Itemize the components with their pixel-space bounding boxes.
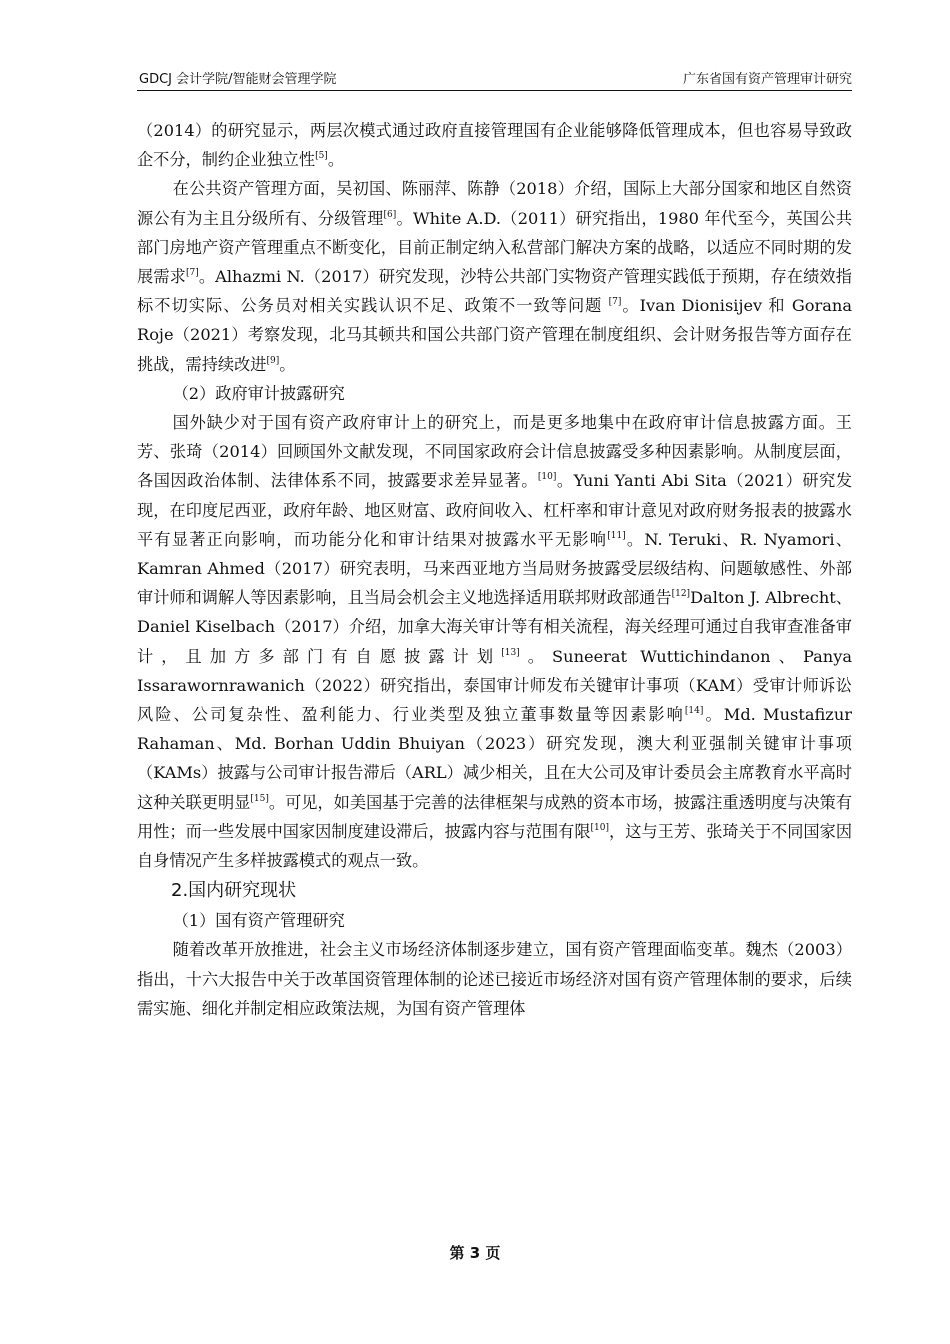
citation-ref: [9] [266, 355, 280, 366]
citation-ref: [10] [590, 822, 610, 833]
paragraph-text: 国外缺少对于国有资产政府审计上的研究上，而是更多地集中在政府审计信息披露方面。王芳、张琦（2014）回顾国外文献发现，不同国家政府会计信息披露受多种因素影响。从制度层面，各国因政治体制、法律体系不同，披露要求差异显著。 [137, 413, 852, 491]
subsection-title: （1）国有资产管理研究 [172, 911, 345, 931]
header-right-text: 广东省国有资产管理审计研究 [682, 72, 852, 87]
subsection-title: （2）政府审计披露研究 [172, 383, 345, 403]
section-heading: 2.国内研究现状 [171, 880, 297, 902]
citation-ref: [13] [501, 647, 520, 658]
paragraph-text: 。Suneerat Wuttichindanon、Panya Issarawornrawanich（2022）研究指出，泰国审计师发布关键审计事项（KAM）受审计师诉讼风险、公司复杂性、盈利能力、行业类型及独立董事数量等因素影响 [137, 646, 852, 725]
paragraph-text: 。N. Teruki、R. Nyamori、Kamran Ahmed（2017）研究表明，马来西亚地方当局财务披露受层级结构、问题敏感性、外部审计师和调解人等因素影响，且当局会机会主义地选择适用联邦财政部通告 [137, 529, 852, 608]
citation-ref: [6] [383, 209, 397, 220]
paragraph-text: 。Ivan Dionisijev 和 Gorana Roje（2021）考察发现，北马其顿共和国公共部门资产管理在制度组织、会计财务报告等方面存在挑战，需持续改进 [137, 296, 852, 374]
page-number: 第 3 页 [449, 1244, 501, 1262]
citation-ref: [14] [684, 706, 704, 717]
paragraph-text: 。 [327, 150, 344, 170]
paragraph-text: 。 [279, 354, 296, 374]
paragraph [137, 174, 852, 378]
citation-ref: [15] [250, 793, 269, 804]
paragraph-text: ，这与王芳、张琦关于不同国家因自身情况产生多样披露模式的观点一致。 [137, 821, 853, 871]
citation-ref: [12] [671, 589, 691, 600]
paragraph-text: 。可见，如美国基于完善的法律框架与成熟的资本市场，披露注重透明度与决策有用性；而一些发展中国家因制度建设滞后，披露内容与范围有限 [137, 792, 853, 841]
paragraph-text: Dalton J. Albrecht、Daniel Kiselbach（2017）介绍，加拿大海关审计等有相关流程，海关经理可通过自我审查准备审计，且加方多部门有自愿披露计划 [137, 588, 852, 666]
citation-ref: [5] [315, 151, 328, 162]
page-header [137, 66, 852, 91]
citation-ref: [11] [607, 530, 626, 541]
page-body [137, 116, 852, 1023]
header-left-text: GDCJ 会计学院/智能财会管理学院 [139, 72, 337, 87]
paragraph-text: 。Md. Mustafizur Rahaman、Md. Borhan Uddin Bhuiyan（2023）研究发现，澳大利亚强制关键审计事项（KAMs）披露与公司审计报告滞后（ARL）减少相关，且在大公司及审计委员会主席教育水平高时这种关联更明显 [137, 705, 853, 812]
paragraph-text: （2014）的研究显示，两层次模式通过政府直接管理国有企业能够降低管理成本，但也容易导致政企不分，制约企业独立性 [137, 121, 852, 170]
paragraph [137, 116, 852, 174]
paragraph-text: 。Alhazmi N.（2017）研究发现，沙特公共部门实物资产管理实践低于预期，存在绩效指标不切实际、公务员对相关实践认识不足、政策不一致等问题 [137, 267, 852, 316]
citation-ref: [7] [608, 297, 622, 308]
paragraph-text: 在公共资产管理方面，吴初国、陈丽萍、陈静（2018）介绍，国际上大部分国家和地区自然资源公有为主且分级所有、分级管理 [137, 179, 852, 228]
paragraph-text: 。Yuni Yanti Abi Sita（2021）研究发现，在印度尼西亚，政府年龄、地区财富、政府间收入、杠杆率和审计意见对政府财务报表的披露水平有显著正向影响，而功能分化和审计结果对披露水平无影响 [137, 471, 853, 549]
citation-ref: [10] [537, 472, 557, 483]
paragraph [137, 408, 852, 875]
paragraph: 随着改革开放推进，社会主义市场经济体制逐步建立，国有资产管理面临变革。魏杰（2003）指出，十六大报告中关于改革国资管理体制的论述已接近市场经济对国有资产管理体制的要求，后续需实施、细化并制定相应政策法规，为国有资产管理体 [137, 940, 852, 1018]
paragraph-text: 。White A.D.（2011）研究指出，1980 年代至今，英国公共部门房地产资产管理重点不断变化，目前正制定纳入私营部门解决方案的战略，以适应不同时期的发展需求 [137, 208, 853, 287]
citation-ref: [7] [185, 268, 199, 279]
